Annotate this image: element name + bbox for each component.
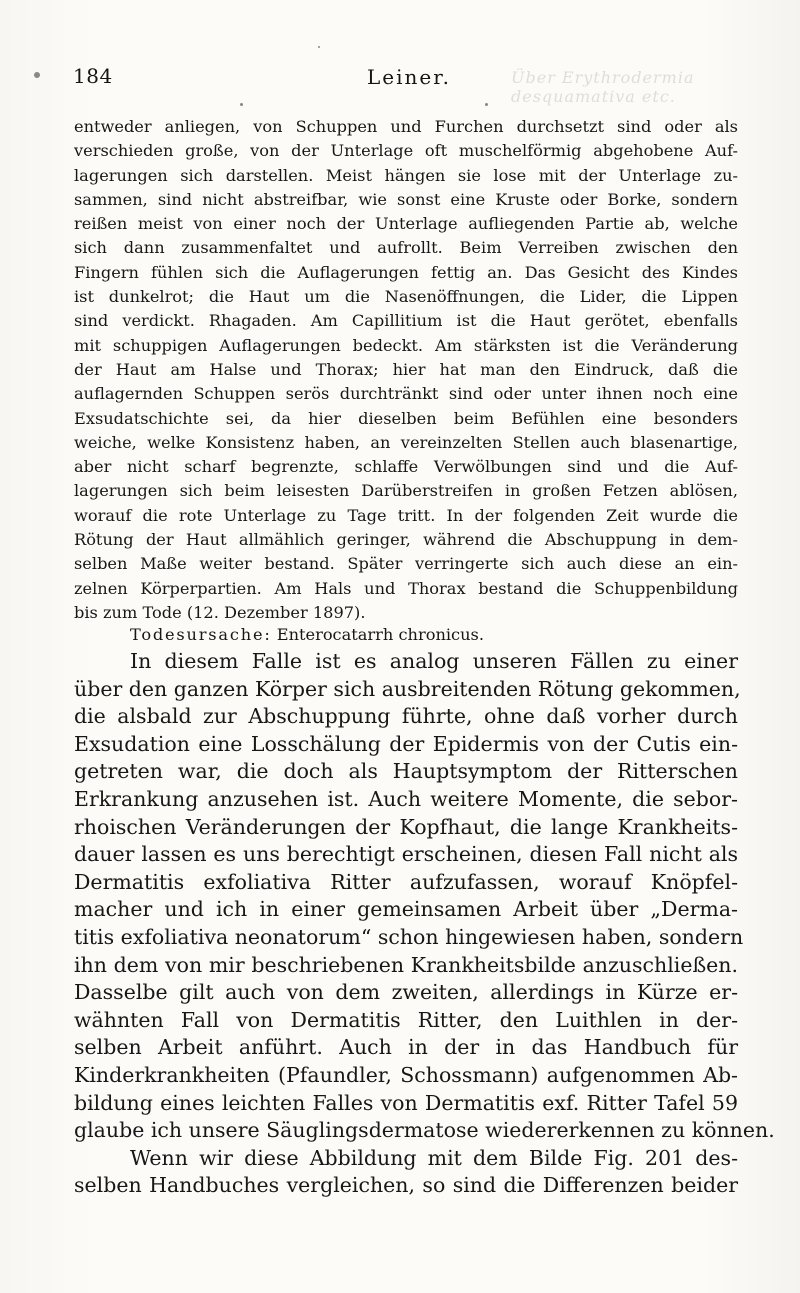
text-line: lagerungen sich darstellen. Meist hängen sie lose mit der Unterlage zu- bbox=[74, 165, 738, 185]
text-line: sind verdickt. Rhagaden. Am Capillitium ist die Haut gerötet, ebenfalls bbox=[74, 311, 738, 331]
text-line: sammen, sind nicht abstreifbar, wie sonst eine Kruste oder Borke, sondern bbox=[74, 189, 738, 209]
text-line: Fingern fühlen sich die Auflagerungen fettig an. Das Gesicht des Kindes bbox=[74, 262, 738, 282]
cause-text: Enterocatarrh chronicus. bbox=[276, 625, 485, 644]
page-number: 184 bbox=[73, 64, 113, 88]
text-line: ihn dem von mir beschriebenen Krankheitsbilde anzuschließen. bbox=[74, 952, 738, 977]
running-head: Leiner. bbox=[367, 65, 451, 89]
text-line: auflagernden Schuppen serös durchtränkt sind oder unter ihnen noch eine bbox=[74, 384, 738, 404]
text-line: Dermatitis exfoliativa Ritter aufzufassen, worauf Knöpfel- bbox=[74, 869, 738, 894]
text-line: glaube ich unsere Säuglingsdermatose wiedererkennen zu können. bbox=[74, 1118, 775, 1143]
text-line: entweder anliegen, von Schuppen und Furchen durchsetzt sind oder als bbox=[74, 117, 738, 136]
page-header bbox=[73, 56, 733, 106]
text-line: rhoischen Veränderungen der Kopfhaut, die lange Krankheits- bbox=[74, 814, 738, 839]
print-speck bbox=[34, 72, 40, 78]
print-speck bbox=[318, 46, 320, 48]
text-line: mit schuppigen Auflagerungen bedeckt. Am stärksten ist die Veränderung bbox=[74, 335, 738, 355]
print-speck bbox=[485, 103, 488, 106]
text-line: ist dunkelrot; die Haut um die Nasenöffnungen, die Lider, die Lippen bbox=[74, 287, 738, 307]
text-line: reißen meist von einer noch der Unterlage aufliegenden Partie ab, welche bbox=[74, 214, 738, 234]
text-line: der Haut am Halse und Thorax; hier hat man den Eindruck, daß die bbox=[74, 359, 738, 379]
text-line: In diesem Falle ist es analog unseren Fällen zu einer bbox=[130, 649, 738, 673]
text-line: die alsbald zur Abschuppung führte, ohne daß vorher durch bbox=[74, 704, 738, 729]
text-line: verschieden große, von der Unterlage oft muschelförmig abgehobene Auf- bbox=[74, 141, 738, 161]
cause-label: Todesursache: bbox=[130, 625, 272, 644]
text-line: getreten war, die doch als Hauptsymptom der Ritterschen bbox=[74, 759, 738, 784]
text-line: bildung eines leichten Falles von Dermatitis exf. Ritter Tafel 59 bbox=[74, 1090, 738, 1115]
text-line: titis exfoliativa neonatorum“ schon hingewiesen haben, sondern bbox=[74, 924, 744, 949]
print-speck bbox=[240, 103, 243, 106]
text-line: selben Handbuches vergleichen, so sind die Differenzen beider bbox=[74, 1173, 738, 1198]
text-line: wähnten Fall von Dermatitis Ritter, den Luithlen in der- bbox=[74, 1007, 738, 1032]
text-line: Exsudation eine Losschälung der Epidermis von der Cutis ein- bbox=[74, 731, 738, 756]
text-line: Kinderkrankheiten (Pfaundler, Schossmann) aufgenommen Ab- bbox=[74, 1062, 738, 1087]
show-through-running-head: Über Erythrodermia desquamativa etc. bbox=[511, 68, 695, 106]
text-line: weiche, welke Konsistenz haben, an vereinzelten Stellen auch blasenartige, bbox=[74, 432, 738, 452]
text-line: Rötung der Haut allmählich geringer, während die Abschuppung in dem- bbox=[74, 530, 738, 550]
text-line: sich dann zusammenfaltet und aufrollt. Beim Verreiben zwischen den bbox=[74, 238, 738, 258]
text-line: Exsudatschichte sei, da hier dieselben beim Befühlen eine besonders bbox=[74, 408, 738, 428]
text-line: Wenn wir diese Abbildung mit dem Bilde Fig. 201 des- bbox=[130, 1145, 738, 1170]
text-line: über den ganzen Körper sich ausbreitenden Rötung gekommen, bbox=[74, 676, 741, 701]
cause-of-death bbox=[130, 623, 484, 647]
text-line: selben Maße weiter bestand. Später verringerte sich auch diese an ein- bbox=[74, 554, 738, 574]
main-discussion bbox=[74, 648, 775, 1200]
text-line: Dasselbe gilt auch von dem zweiten, allerdings in Kürze er- bbox=[74, 980, 738, 1005]
text-line: bis zum Tode (12. Dezember 1897). bbox=[74, 602, 366, 622]
text-line: selben Arbeit anführt. Auch in der in das Handbuch für bbox=[74, 1035, 738, 1060]
text-line: lagerungen sich beim leisesten Darüberstreifen in großen Fetzen ablösen, bbox=[74, 481, 738, 501]
text-line: aber nicht scharf begrenzte, schlaffe Verwölbungen sind und die Auf- bbox=[74, 457, 738, 477]
text-line: Erkrankung anzusehen ist. Auch weitere Momente, die sebor- bbox=[74, 786, 738, 811]
text-line: dauer lassen es uns berechtigt erscheinen, diesen Fall nicht als bbox=[74, 842, 738, 867]
case-description bbox=[74, 115, 738, 625]
text-line: worauf die rote Unterlage zu Tage tritt. In der folgenden Zeit wurde die bbox=[74, 505, 738, 525]
text-line: zelnen Körperpartien. Am Hals und Thorax bestand die Schuppenbildung bbox=[74, 578, 738, 598]
text-line: macher und ich in einer gemeinsamen Arbeit über „Derma- bbox=[74, 897, 738, 922]
